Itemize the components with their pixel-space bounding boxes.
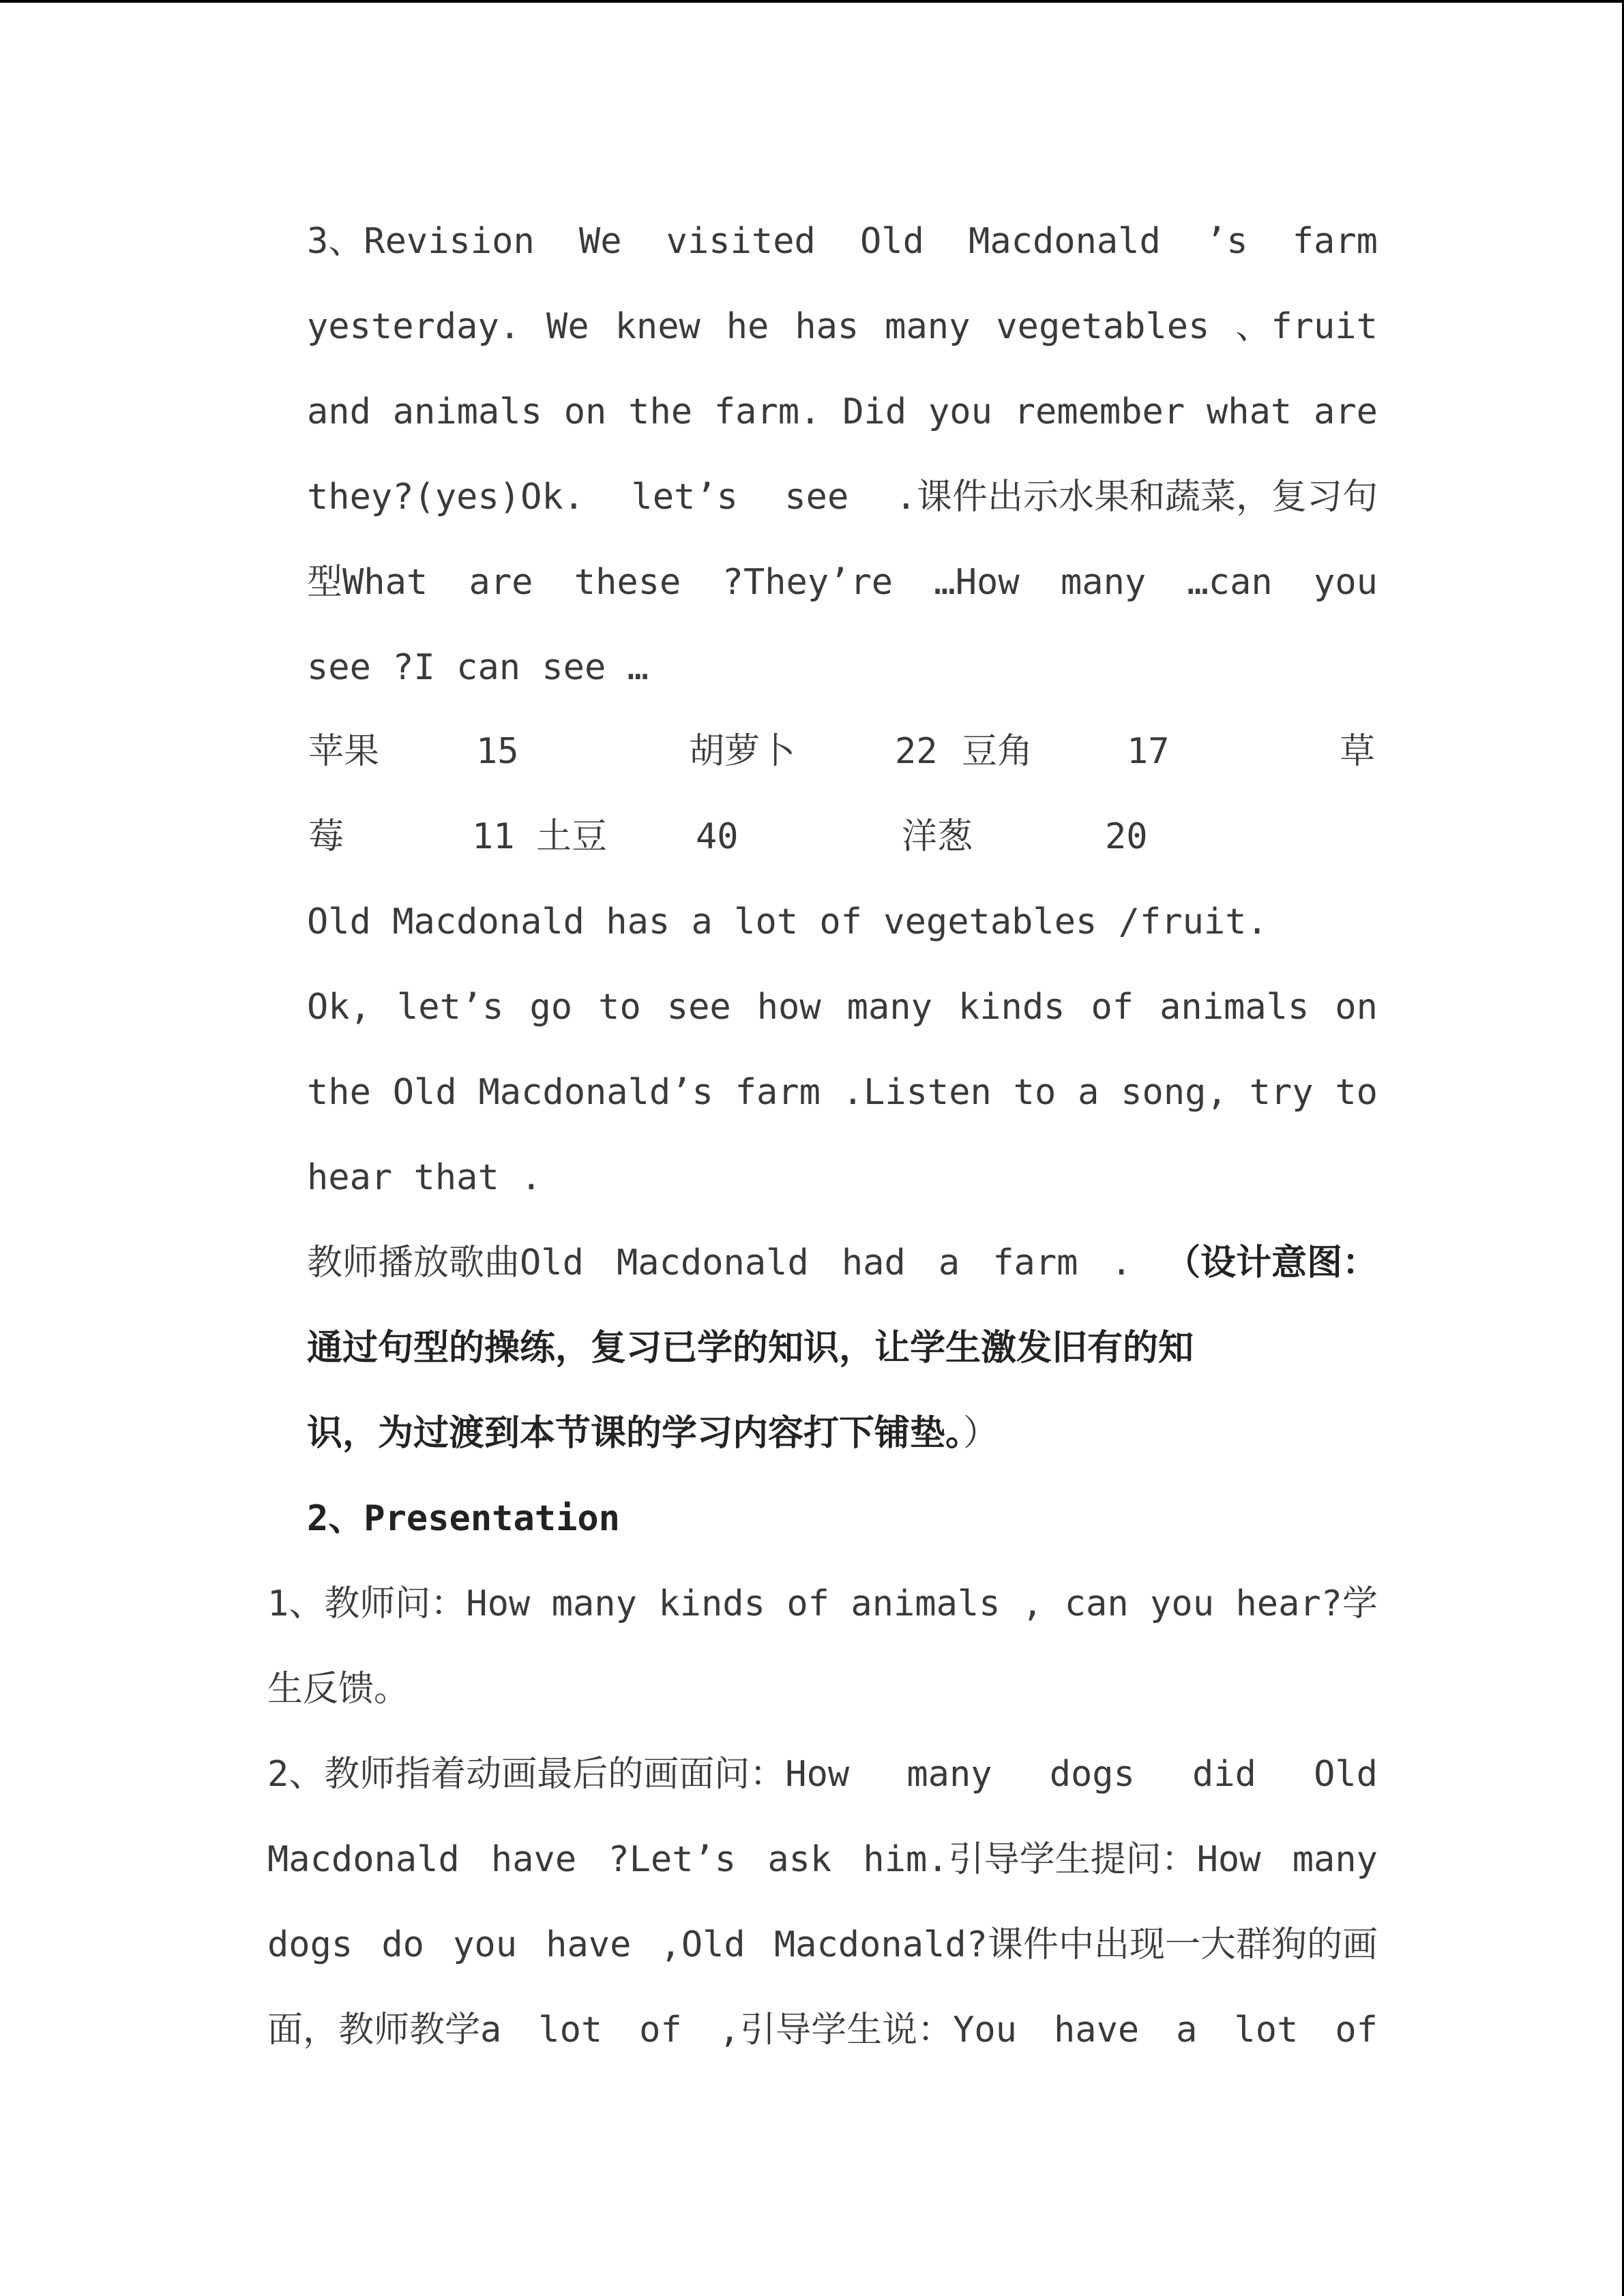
song-line-1: 教师播放歌曲Old Macdonald had a farm . （设计意图： [307,1238,1378,1287]
revision-line-2: yesterday. We knew he has many vegetables 、fruit [307,306,1378,347]
revision-line-4: they?(yes)Ok. let’s see .课件出示水果和蔬菜，复习句 [307,477,1378,518]
produce-row-2: 莓 11 土豆 40 洋葱 20 [308,816,1148,857]
step2-line-1: 2、教师指着动画最后的画面问：How many dogs did Old [267,1754,1378,1795]
lot-of-sentence: Old Macdonald has a lot of vegetables /fruit. [307,901,1268,942]
step2-line-3: dogs do you have ,Old Macdonald?课件中出现一大群狗的画 [267,1924,1378,1965]
animals-line-2: the Old Macdonald’s farm .Listen to a song, try to [307,1072,1378,1113]
produce-row-1: 苹果 15 胡萝卜 22 豆角 17 草 [308,731,1376,772]
revision-line-3: and animals on the farm. Did you remember what are [307,391,1378,432]
step1-line-1: 1、教师问：How many kinds of animals , can you hear?学 [267,1583,1378,1624]
revision-line-6: see ?I can see … [307,647,649,688]
design-intent-label: （设计意图： [1164,1242,1378,1283]
revision-line-5: 型What are these ?They’re …How many …can you [307,562,1378,603]
revision-line-1: 3、Revision We visited Old Macdonald ’s farm [307,221,1378,262]
step2-line-2: Macdonald have ?Let’s ask him.引导学生提问：How many [267,1839,1378,1880]
step1-line-2: 生反馈。 [267,1669,410,1710]
animals-line-1: Ok, let’s go to see how many kinds of animals on [307,987,1378,1028]
presentation-heading: 2、Presentation [307,1498,620,1539]
step2-line-4: 面，教师教学a lot of ,引导学生说：You have a lot of [267,2010,1378,2051]
song-line-3: 识，为过渡到本节课的学习内容打下铺垫。） [307,1413,999,1454]
top-border-rule [0,0,1624,3]
song-line-2: 通过句型的操练，复习已学的知识，让学生激发旧有的知 [307,1328,1194,1369]
animals-line-3: hear that . [307,1157,542,1198]
